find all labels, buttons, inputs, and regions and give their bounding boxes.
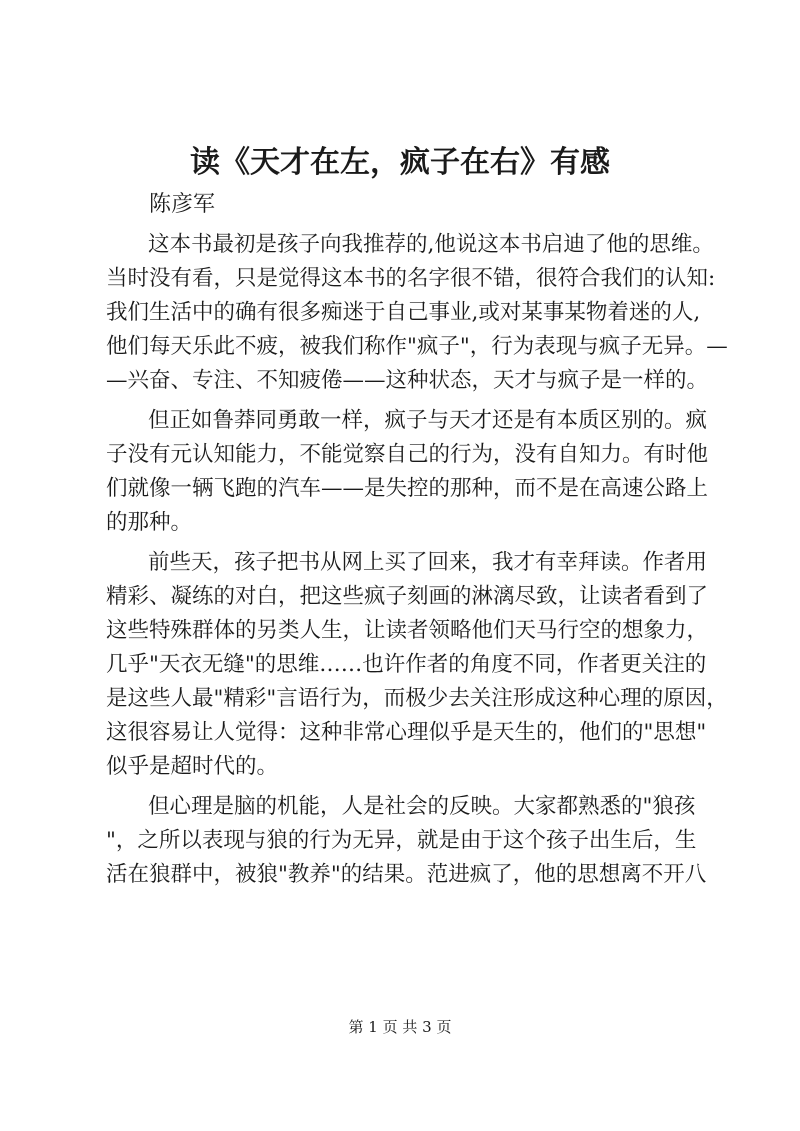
text-line: 我们生活中的确有很多痴迷于自己事业,或对某事某物着迷的人, <box>106 300 701 325</box>
document-title: 读《天才在左，疯子在右》有感 <box>190 145 610 180</box>
text-line: 似乎是超时代的。 <box>106 754 279 779</box>
text-line: 这些特殊群体的另类人生，让读者领略他们天马行空的想象力， <box>106 618 709 643</box>
document-body <box>106 228 728 892</box>
text-line: 们就像一辆飞跑的汽车——是失控的那种，而不是在高速公路上 <box>106 476 709 501</box>
text-line: 几乎"天衣无缝"的思维……也许作者的角度不同，作者更关注的 <box>106 652 707 677</box>
text-line: 是这些人最"精彩"言语行为，而极少去关注形成这种心理的原因， <box>106 686 728 711</box>
text-line: 这很容易让人觉得：这种非常心理似乎是天生的，他们的"思想" <box>106 720 707 745</box>
text-line: 前些天，孩子把书从网上买了回来，我才有幸拜读。作者用 <box>148 550 708 575</box>
text-line: 活在狼群中，被狼"教养"的结果。范进疯了，他的思想离不开八 <box>106 862 707 887</box>
text-line: —兴奋、专注、不知疲倦——这种状态，天才与疯子是一样的。 <box>106 368 709 393</box>
text-line: 子没有元认知能力，不能觉察自己的行为，没有自知力。有时他 <box>106 442 709 467</box>
text-line: 精彩、凝练的对白，把这些疯子刻画的淋漓尽致，让读者看到了 <box>106 584 709 609</box>
text-line: 他们每天乐此不疲，被我们称作"疯子"，行为表现与疯子无异。— <box>106 334 728 359</box>
page-footer: 第 1 页 共 3 页 <box>348 1018 452 1036</box>
text-line: 的那种。 <box>106 510 193 535</box>
text-line: 当时没有看，只是觉得这本书的名字很不错，很符合我们的认知: <box>106 266 716 291</box>
text-line: "，之所以表现与狼的行为无异，就是由于这个孩子出生后，生 <box>106 828 697 853</box>
text-line: 但心理是脑的机能，人是社会的反映。大家都熟悉的"狼孩 <box>148 794 696 819</box>
text-line: 但正如鲁莽同勇敢一样，疯子与天才还是有本质区别的。疯 <box>148 408 708 433</box>
text-line: 这本书最初是孩子向我推荐的,他说这本书启迪了他的思维。 <box>148 232 714 257</box>
author-name: 陈彦军 <box>149 192 216 217</box>
